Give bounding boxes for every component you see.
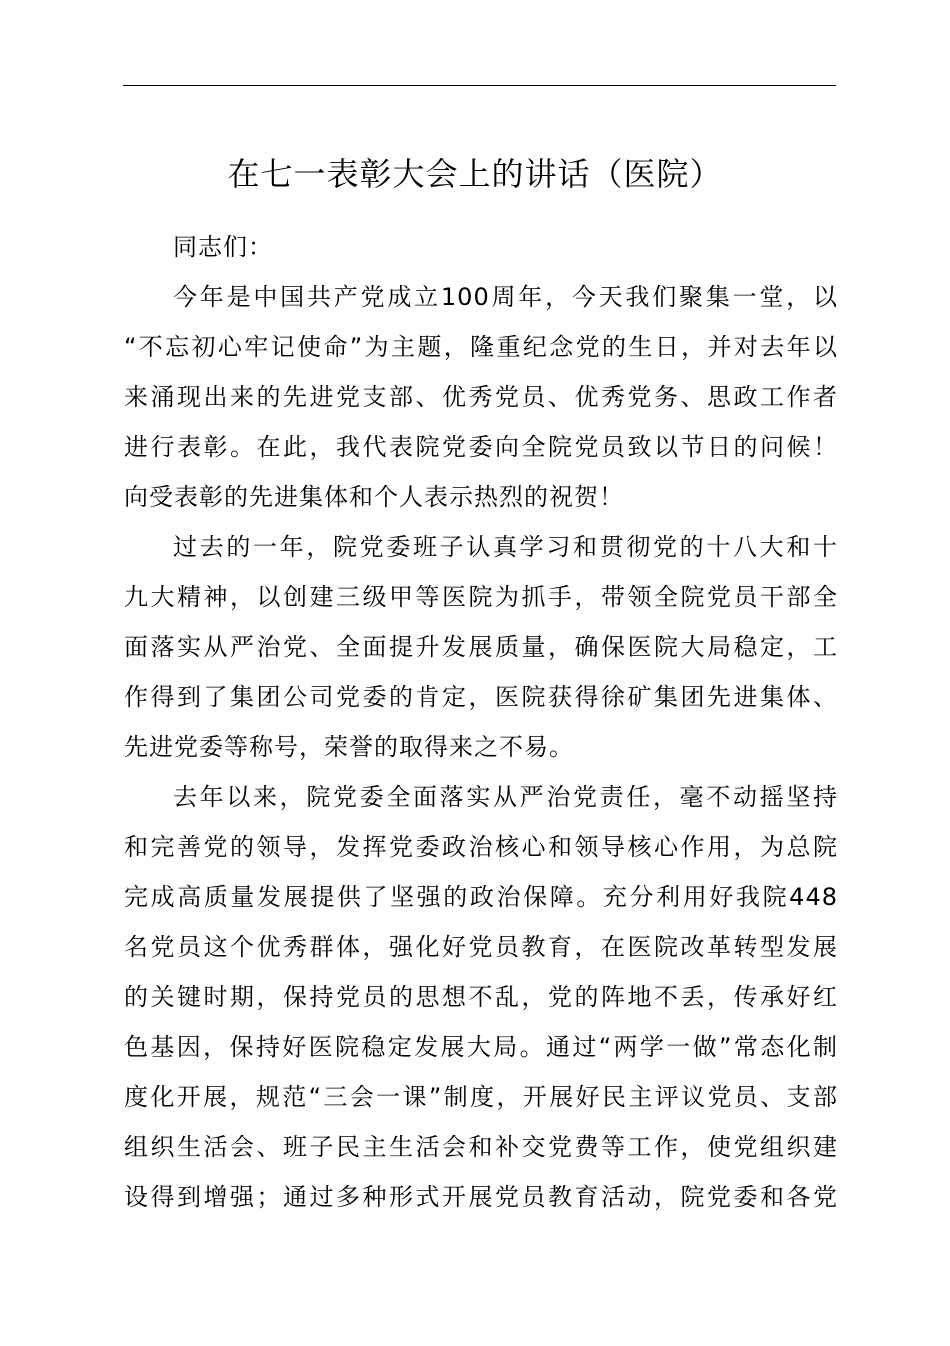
- text-line: 面落实从严治党、全面提升发展质量，确保医院大局稳定，工: [124, 633, 838, 661]
- text-line: 色基因，保持好医院稳定发展大局。通过“两学一做”常态化制: [124, 1033, 838, 1061]
- text-line: 今年是中国共产党成立100周年，今天我们聚集一堂，以: [173, 283, 838, 311]
- text-line: 同志们：: [173, 233, 273, 261]
- text-line: 完成高质量发展提供了坚强的政治保障。充分利用好我院448: [124, 883, 838, 911]
- text-line: 过去的一年，院党委班子认真学习和贯彻党的十八大和十: [173, 533, 838, 561]
- text-line: 去年以来，院党委全面落实从严治党责任，毫不动摇坚持: [173, 783, 838, 811]
- text-line: 设得到增强；通过多种形式开展党员教育活动，院党委和各党: [124, 1183, 838, 1211]
- document-title: 在七一表彰大会上的讲话（医院）: [227, 155, 723, 193]
- text-line: 九大精神，以创建三级甲等医院为抓手，带领全院党员干部全: [124, 583, 838, 611]
- text-line: 组织生活会、班子民主生活会和补交党费等工作，使党组织建: [124, 1133, 838, 1161]
- text-line: 先进党委等称号，荣誉的取得来之不易。: [124, 733, 574, 761]
- text-line: 来涌现出来的先进党支部、优秀党员、优秀党务、思政工作者: [124, 383, 838, 411]
- text-line: “不忘初心牢记使命”为主题，隆重纪念党的生日，并对去年以: [124, 333, 838, 361]
- text-line: 的关键时期，保持党员的思想不乱，党的阵地不丢，传承好红: [124, 983, 838, 1011]
- text-line: 进行表彰。在此，我代表院党委向全院党员致以节日的问候！: [124, 433, 838, 461]
- text-line: 向受表彰的先进集体和个人表示热烈的祝贺！: [124, 483, 624, 511]
- header-rule: [123, 85, 836, 86]
- text-line: 和完善党的领导，发挥党委政治核心和领导核心作用，为总院: [124, 833, 838, 861]
- document-body: [124, 222, 838, 1222]
- text-line: 名党员这个优秀群体，强化好党员教育，在医院改革转型发展: [124, 933, 838, 961]
- text-line: 度化开展，规范“三会一课”制度，开展好民主评议党员、支部: [124, 1083, 838, 1111]
- text-line: 作得到了集团公司党委的肯定，医院获得徐矿集团先进集体、: [124, 683, 838, 711]
